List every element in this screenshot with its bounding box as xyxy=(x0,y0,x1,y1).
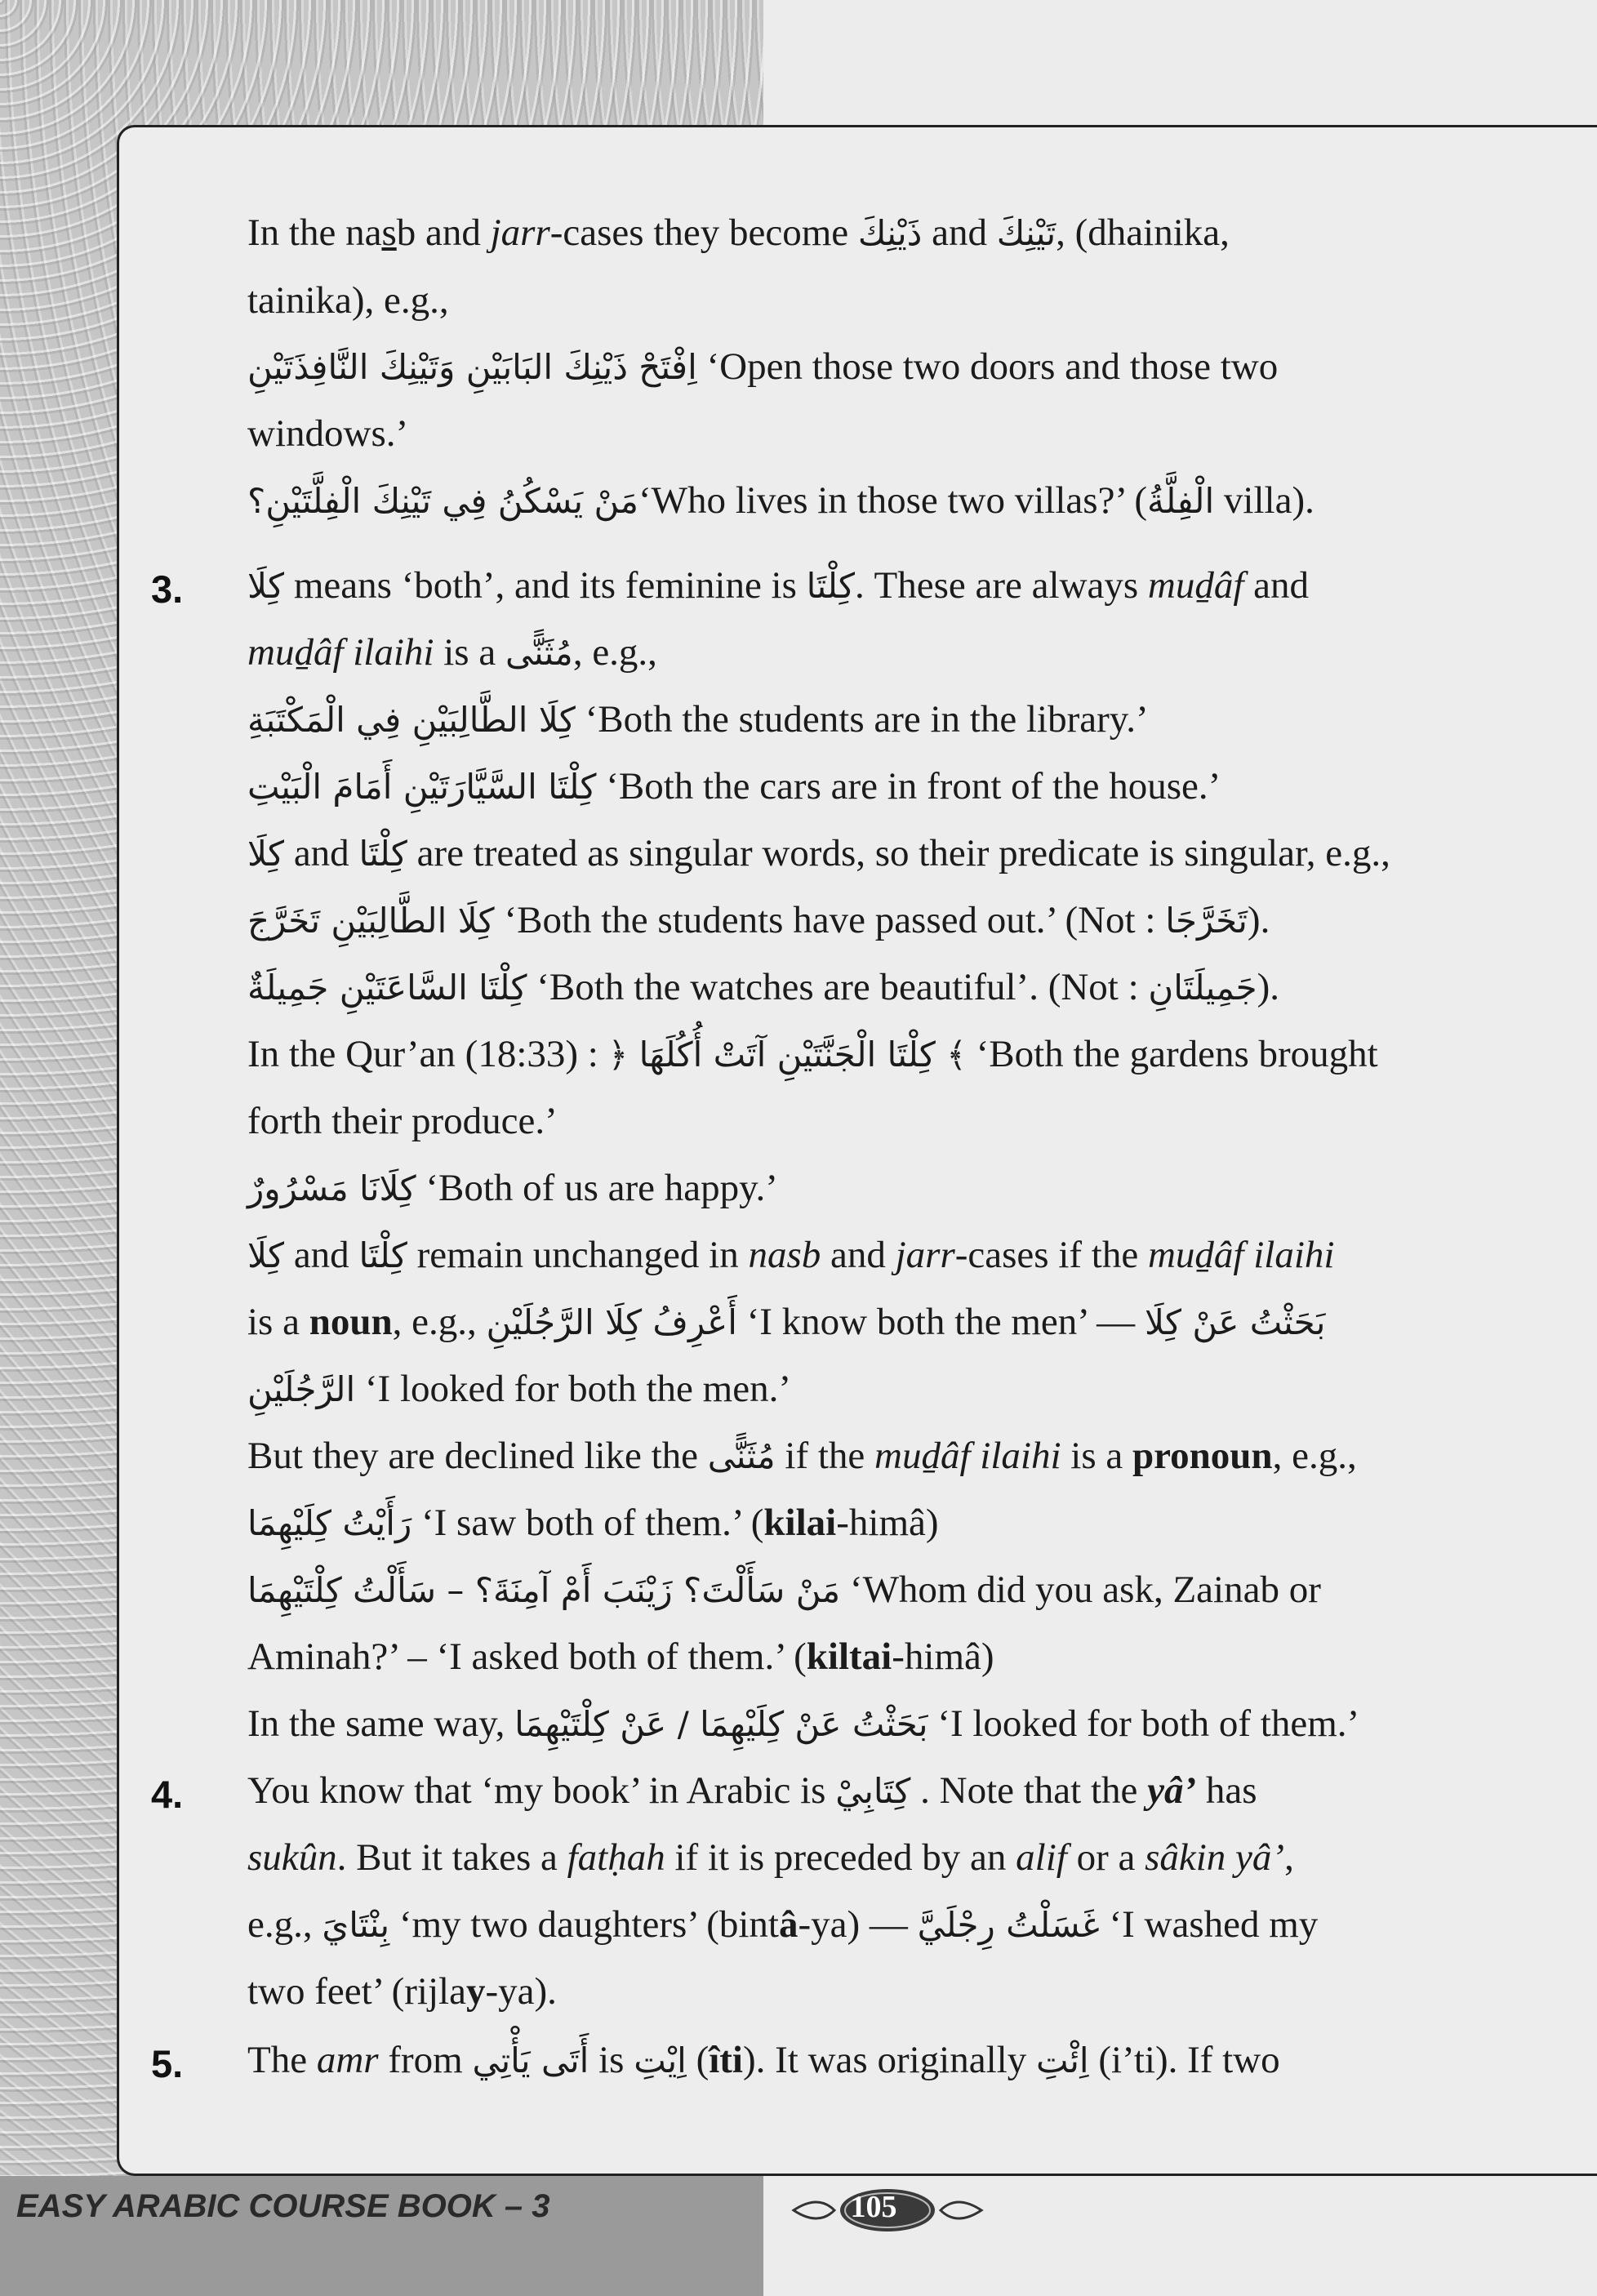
item-number: 3. xyxy=(151,567,184,611)
text-line: كِلَا الطَّالِبَيْنِ فِي الْمَكْتَبَةِ ‘Both the students are in the library.’ xyxy=(247,698,1149,741)
item-number: 5. xyxy=(151,2042,184,2085)
text-line: In the nasb and jarr-cases they become ذَيْنِكَ and تَيْنِكَ, (dhainika, xyxy=(247,211,1230,254)
book-title: EASY ARABIC COURSE BOOK – 3 xyxy=(16,2188,550,2224)
text-line: is a noun, e.g., أَعْرِفُ كِلَا الرَّجُلَيْنِ ‘I know both the men’ — بَحَثْتُ عَنْ كِلَا xyxy=(247,1301,1326,1343)
text-line: muḏâf ilaihi is a مُثَنًّى, e.g., xyxy=(247,631,657,674)
text-line: tainika), e.g., xyxy=(247,279,449,322)
text-line: Aminah?’ – ‘I asked both of them.’ (kiltai-himâ) xyxy=(247,1635,994,1678)
text-line: You know that ‘my book’ in Arabic is كِتَابِيْ . Note that the yâ’ has xyxy=(247,1769,1257,1812)
text-line: كِلَا means ‘both’, and its feminine is كِلْتَا. These are always muḏâf and xyxy=(247,564,1310,607)
text-line: two feet’ (rijlay-ya). xyxy=(247,1970,557,2013)
text-line: windows.’ xyxy=(247,412,409,455)
text-line: In the Qur’an (18:33) : ﴿ كِلْتَا الْجَنَّتَيْنِ آتَتْ أُكُلَهَا ﴾ ‘Both the gardens brought xyxy=(247,1033,1378,1075)
text-line: e.g., بِنْتَايَ ‘my two daughters’ (bintâ-ya) — غَسَلْتُ رِجْلَيَّ ‘I washed my xyxy=(247,1903,1319,1946)
text-line: كِلَا الطَّالِبَيْنِ تَخَرَّجَ ‘Both the students have passed out.’ (Not : تَخَرَّجَا). xyxy=(247,899,1270,941)
text-line: اِفْتَحْ ذَيْنِكَ البَابَيْنِ وَتَيْنِكَ النَّافِذَتَيْنِ ‘Open those two doors and those two xyxy=(247,345,1279,388)
text-line: كِلَانَا مَسْرُورٌ ‘Both of us are happy.’ xyxy=(247,1167,778,1209)
text-line: forth their produce.’ xyxy=(247,1100,558,1142)
item-number: 4. xyxy=(151,1773,184,1816)
text-line: مَنْ يَسْكُنُ فِي تَيْنِكَ الْفِلَّتَيْنِ؟‘Who lives in those two villas?’ (الْفِلَّةُ villa). xyxy=(247,479,1315,522)
text-line: مَنْ سَأَلْتَ؟ زَيْنَبَ أَمْ آمِنَةَ؟ – سَأَلْتُ كِلْتَيْهِمَا ‘Whom did you ask, Zainab or xyxy=(247,1568,1321,1611)
text-line: But they are declined like the مُثَنًّى if the muḏâf ilaihi is a pronoun, e.g., xyxy=(247,1435,1357,1477)
text-line: كِلَا and كِلْتَا remain unchanged in nasb and jarr-cases if the muḏâf ilaihi xyxy=(247,1234,1335,1276)
text-line: رَأَيْتُ كِلَيْهِمَا ‘I saw both of them.’ (kilai-himâ) xyxy=(247,1502,939,1544)
text-line: كِلْتَا السَّيَّارَتَيْنِ أَمَامَ الْبَيْتِ ‘Both the cars are in front of the house.’ xyxy=(247,765,1221,808)
text-line: كِلْتَا السَّاعَتَيْنِ جَمِيلَةٌ ‘Both the watches are beautiful’. (Not : جَمِيلَتَانِ). xyxy=(247,966,1279,1008)
text-line: In the same way, بَحَثْتُ عَنْ كِلَيْهِمَا / عَنْ كِلْتَيْهِمَا ‘I looked for both of them.’ xyxy=(247,1702,1360,1745)
text-line: sukûn. But it takes a fatḥah if it is preceded by an alif or a sâkin yâ’, xyxy=(247,1836,1294,1879)
text-line: The amr from أَتَى يَأْتِي is اِيْتِ (îti). It was originally اِئْتِ (i’ti). If two xyxy=(247,2039,1280,2081)
text-line: كِلَا and كِلْتَا are treated as singular words, so their predicate is singular, e.g., xyxy=(247,832,1390,874)
text-line: الرَّجُلَيْنِ ‘I looked for both the men.’ xyxy=(247,1368,791,1410)
page-number: 105 xyxy=(850,2190,897,2224)
